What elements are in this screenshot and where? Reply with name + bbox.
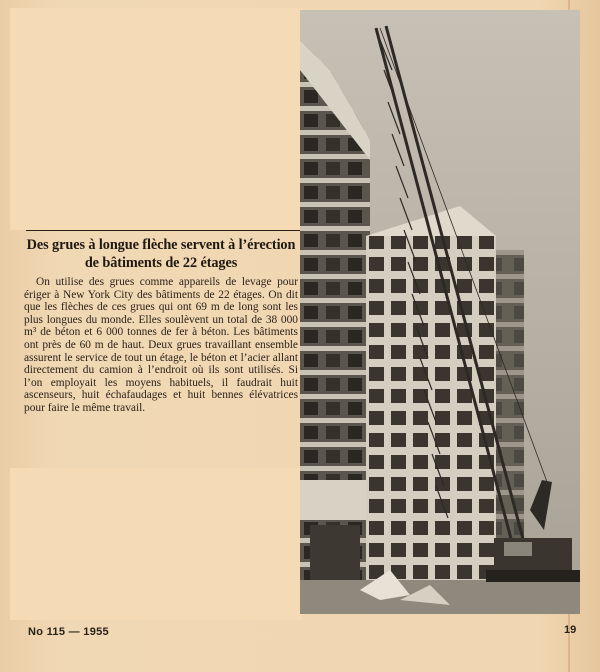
issue-label: No 115 — 1955 xyxy=(28,626,109,638)
article-headline: Des grues à longue flèche servent à l’érection de bâtiments de 22 étages xyxy=(26,237,296,271)
construction-photo xyxy=(300,10,580,614)
article-body: On utilise des grues comme appareils de levage pour ériger à New York City des bâtiments de 22 étages. On dit que les flèches de ces grues qui ont 69 m de long sont les plus longues du monde. Elles soulèvent un total de 38 000 m³ de béton et 6 000 tonnes de fer à béton. Les bâtiments ont près de 60 m de haut. Deux grues travaillant ensemble assurent le service de tout un étage, le béton et l’acier allant directement du camion à l’endroit où ils sont utilisés. Si l’on employait les moyens habituels, il faudrait huit ascenseurs, huit échafaudages et huit bennes élévatrices pour faire le même travail. xyxy=(24,276,298,414)
headline-rule xyxy=(26,230,302,231)
paper-patch-top xyxy=(10,8,302,230)
page-number: 19 xyxy=(564,624,577,636)
paper-patch-bottom xyxy=(10,468,302,620)
article xyxy=(20,236,302,415)
